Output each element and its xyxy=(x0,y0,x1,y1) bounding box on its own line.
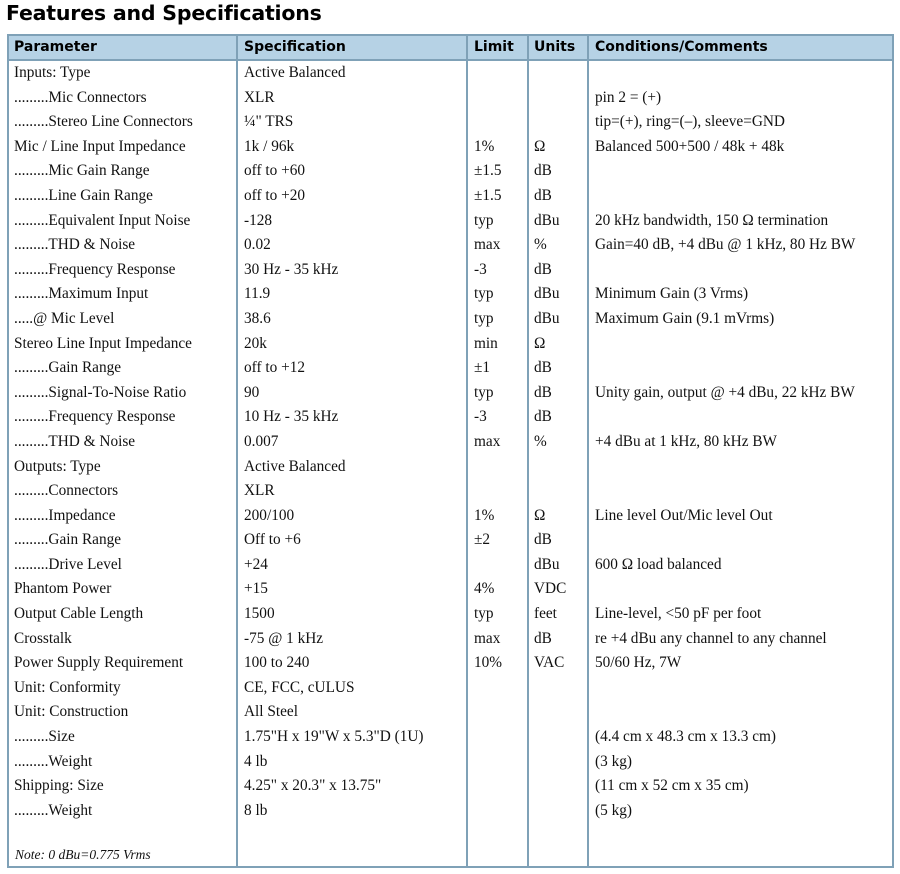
cell-conditions: 50/60 Hz, 7W xyxy=(595,654,682,672)
cell-limit: typ xyxy=(474,309,494,327)
cell-parameter: .........Mic Gain Range xyxy=(14,162,150,180)
cell-specification: CE, FCC, cULUS xyxy=(244,678,355,696)
page-title: Features and Specifications xyxy=(6,1,322,25)
cell-specification: 1k / 96k xyxy=(244,137,295,155)
table-row xyxy=(9,504,892,529)
cell-parameter: .........Stereo Line Connectors xyxy=(14,113,193,131)
cell-conditions: re +4 dBu any channel to any channel xyxy=(595,629,827,647)
header-parameter: Parameter xyxy=(14,39,97,55)
cell-units: dB xyxy=(534,629,552,647)
cell-specification: -75 @ 1 kHz xyxy=(244,629,324,647)
cell-parameter: Mic / Line Input Impedance xyxy=(14,137,186,155)
table-row xyxy=(9,332,892,357)
header-limit: Limit xyxy=(474,39,514,55)
cell-specification: +24 xyxy=(244,555,268,573)
cell-parameter: .........Size xyxy=(14,728,75,746)
cell-parameter: .........Maximum Input xyxy=(14,285,149,303)
cell-units: dBu xyxy=(534,211,560,229)
cell-specification: 0.02 xyxy=(244,236,271,254)
cell-parameter: .........Impedance xyxy=(14,506,116,524)
cell-units: Ω xyxy=(534,137,546,155)
header-units: Units xyxy=(534,39,576,55)
cell-limit: typ xyxy=(474,383,494,401)
cell-specification: off to +12 xyxy=(244,359,306,377)
cell-units: dBu xyxy=(534,309,560,327)
table-row xyxy=(9,233,892,258)
table-row xyxy=(9,725,892,750)
cell-specification: 10 Hz - 35 kHz xyxy=(244,408,339,426)
cell-parameter: Phantom Power xyxy=(14,580,112,598)
cell-limit: min xyxy=(474,334,498,352)
table-row xyxy=(9,307,892,332)
cell-units: dB xyxy=(534,162,552,180)
footnote: Note: 0 dBu=0.775 Vrms xyxy=(15,847,151,862)
header-conditions: Conditions/Comments xyxy=(595,39,768,55)
cell-conditions: 20 kHz bandwidth, 150 Ω termination xyxy=(595,211,829,229)
cell-parameter: Power Supply Requirement xyxy=(14,654,184,672)
cell-specification: 30 Hz - 35 kHz xyxy=(244,260,339,278)
cell-units: Ω xyxy=(534,506,546,524)
cell-limit: max xyxy=(474,236,501,254)
table-row xyxy=(9,135,892,160)
cell-specification: 90 xyxy=(244,383,260,401)
cell-units: dBu xyxy=(534,285,560,303)
cell-specification: 200/100 xyxy=(244,506,295,524)
cell-limit: -3 xyxy=(474,260,487,278)
cell-units: dB xyxy=(534,186,552,204)
cell-specification: off to +20 xyxy=(244,186,306,204)
cell-specification: +15 xyxy=(244,580,268,598)
cell-units: VAC xyxy=(534,654,565,672)
cell-specification: XLR xyxy=(244,88,275,106)
cell-units: dBu xyxy=(534,555,560,573)
cell-specification: ¼" TRS xyxy=(244,113,294,131)
cell-parameter: .........THD & Noise xyxy=(14,432,136,450)
cell-parameter: .........Frequency Response xyxy=(14,408,176,426)
cell-parameter: .........Equivalent Input Noise xyxy=(14,211,191,229)
cell-limit: typ xyxy=(474,285,494,303)
table-row xyxy=(9,528,892,553)
cell-units: % xyxy=(534,432,547,450)
table-body xyxy=(9,61,892,823)
cell-parameter: .........Weight xyxy=(14,801,93,819)
cell-units: VDC xyxy=(534,580,567,598)
cell-conditions: Line-level, <50 pF per foot xyxy=(595,605,762,623)
table-row xyxy=(9,430,892,455)
cell-units: dB xyxy=(534,359,552,377)
table-row xyxy=(9,159,892,184)
cell-parameter: .....@ Mic Level xyxy=(14,309,115,327)
table-row xyxy=(9,676,892,701)
table-row xyxy=(9,110,892,135)
cell-conditions: Maximum Gain (9.1 mVrms) xyxy=(595,309,775,327)
cell-conditions: (4.4 cm x 48.3 cm x 13.3 cm) xyxy=(595,728,776,746)
specifications-table xyxy=(7,34,894,868)
cell-specification: 0.007 xyxy=(244,432,279,450)
cell-specification: All Steel xyxy=(244,703,298,721)
table-row xyxy=(9,282,892,307)
cell-parameter: Output Cable Length xyxy=(14,605,144,623)
cell-specification: XLR xyxy=(244,482,275,500)
table-row xyxy=(9,774,892,799)
table-row xyxy=(9,61,892,86)
cell-units: % xyxy=(534,236,547,254)
table-row xyxy=(9,479,892,504)
cell-specification: Active Balanced xyxy=(244,457,346,475)
table-row xyxy=(9,184,892,209)
cell-parameter: Unit: Construction xyxy=(14,703,129,721)
cell-specification: 1500 xyxy=(244,605,275,623)
cell-limit: -3 xyxy=(474,408,487,426)
table-row xyxy=(9,553,892,578)
cell-specification: off to +60 xyxy=(244,162,306,180)
cell-units: feet xyxy=(534,605,557,623)
cell-conditions: (11 cm x 52 cm x 35 cm) xyxy=(595,777,749,795)
cell-parameter: Outputs: Type xyxy=(14,457,101,475)
table-row xyxy=(9,700,892,725)
cell-parameter: .........Signal-To-Noise Ratio xyxy=(14,383,187,401)
cell-parameter: .........Connectors xyxy=(14,482,119,500)
cell-conditions: (3 kg) xyxy=(595,752,632,770)
cell-parameter: .........THD & Noise xyxy=(14,236,136,254)
cell-limit: ±1.5 xyxy=(474,186,502,204)
cell-limit: typ xyxy=(474,605,494,623)
table-row xyxy=(9,602,892,627)
header-specification: Specification xyxy=(244,39,346,55)
cell-specification: 11.9 xyxy=(244,285,271,303)
cell-specification: 4.25" x 20.3" x 13.75" xyxy=(244,777,382,795)
cell-conditions: tip=(+), ring=(–), sleeve=GND xyxy=(595,113,785,131)
table-row xyxy=(9,381,892,406)
cell-conditions: Minimum Gain (3 Vrms) xyxy=(595,285,749,303)
table-row xyxy=(9,577,892,602)
cell-specification: 8 lb xyxy=(244,801,268,819)
table-row xyxy=(9,209,892,234)
table-row xyxy=(9,258,892,283)
cell-specification: 100 to 240 xyxy=(244,654,310,672)
cell-parameter: .........Drive Level xyxy=(14,555,122,573)
cell-conditions: Gain=40 dB, +4 dBu @ 1 kHz, 80 Hz BW xyxy=(595,236,856,254)
table-header-row xyxy=(9,36,892,61)
cell-specification: 38.6 xyxy=(244,309,271,327)
cell-specification: Active Balanced xyxy=(244,64,346,81)
cell-parameter: .........Weight xyxy=(14,752,93,770)
table-row xyxy=(9,356,892,381)
cell-units: dB xyxy=(534,383,552,401)
cell-limit: typ xyxy=(474,211,494,229)
cell-specification: Off to +6 xyxy=(244,531,301,549)
cell-limit: ±1.5 xyxy=(474,162,502,180)
cell-limit: 1% xyxy=(474,137,495,155)
cell-units: dB xyxy=(534,408,552,426)
cell-parameter: Shipping: Size xyxy=(14,777,104,795)
cell-conditions: (5 kg) xyxy=(595,801,632,819)
cell-limit: ±2 xyxy=(474,531,491,549)
table-row xyxy=(9,651,892,676)
cell-parameter: .........Gain Range xyxy=(14,359,122,377)
cell-conditions: Line level Out/Mic level Out xyxy=(595,506,773,524)
cell-units: Ω xyxy=(534,334,546,352)
cell-limit: max xyxy=(474,432,501,450)
cell-conditions: 600 Ω load balanced xyxy=(595,555,722,573)
table-row xyxy=(9,405,892,430)
cell-limit: 4% xyxy=(474,580,495,598)
cell-parameter: .........Line Gain Range xyxy=(14,186,153,204)
cell-specification: 1.75"H x 19"W x 5.3"D (1U) xyxy=(244,728,424,746)
table-row xyxy=(9,86,892,111)
table-row xyxy=(9,750,892,775)
cell-limit: 1% xyxy=(474,506,495,524)
cell-conditions: pin 2 = (+) xyxy=(595,88,662,106)
table-row xyxy=(9,455,892,480)
cell-specification: 4 lb xyxy=(244,752,268,770)
cell-conditions: +4 dBu at 1 kHz, 80 kHz BW xyxy=(595,432,777,450)
cell-limit: ±1 xyxy=(474,359,491,377)
cell-parameter: .........Mic Connectors xyxy=(14,88,147,106)
cell-limit: max xyxy=(474,629,501,647)
cell-parameter: Stereo Line Input Impedance xyxy=(14,334,192,352)
cell-parameter: .........Frequency Response xyxy=(14,260,176,278)
cell-units: dB xyxy=(534,531,552,549)
cell-limit: 10% xyxy=(474,654,503,672)
table-row xyxy=(9,627,892,652)
cell-conditions: Balanced 500+500 / 48k + 48k xyxy=(595,137,785,155)
cell-specification: 20k xyxy=(244,334,267,352)
cell-specification: -128 xyxy=(244,211,273,229)
cell-units: dB xyxy=(534,260,552,278)
cell-parameter: Inputs: Type xyxy=(14,64,91,81)
cell-parameter: Unit: Conformity xyxy=(14,678,121,696)
cell-parameter: .........Gain Range xyxy=(14,531,122,549)
cell-conditions: Unity gain, output @ +4 dBu, 22 kHz BW xyxy=(595,383,855,401)
table-row xyxy=(9,799,892,824)
cell-parameter: Crosstalk xyxy=(14,629,72,647)
